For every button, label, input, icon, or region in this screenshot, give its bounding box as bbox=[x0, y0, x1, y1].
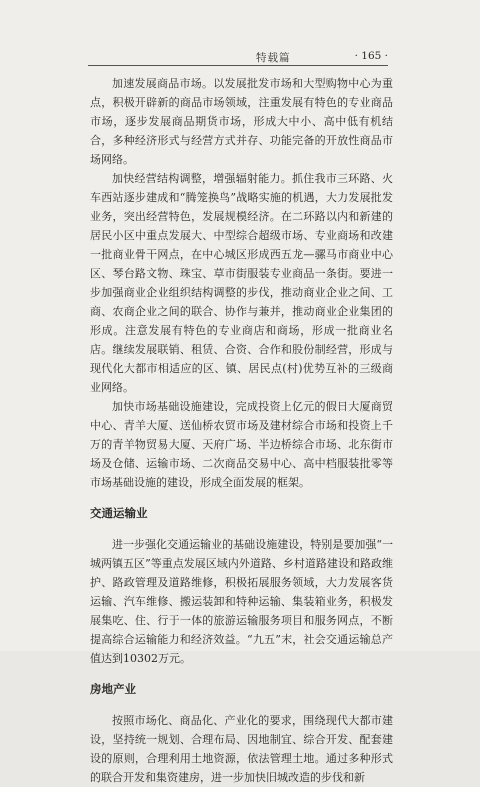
running-header bbox=[88, 50, 388, 66]
header-section-title: 特载篇 bbox=[256, 52, 291, 64]
heading-real-estate: 房地产业 bbox=[90, 682, 136, 696]
paragraph-structure-adjustment: 加快经营结构调整，增强辐射能力。抓住我市三环路、火车西站逐步建成和“腾笼换鸟”战略实施的机遇，大力发展批发业务，突出经营特色，发展规模经济。在二环路以内和新建的居民小区中重点发展大、中型综合超级市场、专业商场和改建一批商业骨干网点，在中心城区形成西五龙—骡马市商业中心区、琴台路文物、珠宝、草市街服装专业商品一条街。要进一步加强商业企业组织结构调整的步伐，推动商业企业之间、工商、农商企业之间的联合、协作与兼并，推动商业企业集团的形成。注意发展有特色的专业商店和商场，形成一批商业名店。继续发展联销、租赁、合资、合作和股份制经营，形成与现代化大都市相适应的区、镇、居民点(村)优势互补的三级商业网络。 bbox=[90, 172, 393, 394]
paragraph-commodity-market: 加速发展商品市场。以发展批发市场和大型购物中心为重点，积极开辟新的商品市场领域，注重发展有特色的专业商品市场，逐步发展商品期货市场，形成大中小、高中低有机结合，多种经济形式与经营方式并存、功能完备的开放性商品市场网络。 bbox=[90, 77, 393, 166]
paragraph-real-estate: 按照市场化、商品化、产业化的要求，围绕现代大都市建设，坚持统一规划、合理布局、因地制宜、综合开发、配套建设的原则，合理利用土地资源，依法管理土地。通过多种形式的联合开发和集资建房，进一步加快旧城改造的步伐和新 bbox=[90, 714, 393, 784]
paragraph-market-infrastructure: 加快市场基础设施建设，完成投资上亿元的假日大厦商贸中心、青羊大厦、送仙桥农贸市场及建材综合市场和投资上千万的青羊物贸易大厦、天府广场、半边桥综合市场、北东街市场及仓储、运输市场、二次商品交易中心、高中档服装批零等市场基础设施的建设，形成全面发展的框架。 bbox=[90, 400, 393, 489]
header-page-number: · 165 · bbox=[354, 50, 388, 62]
heading-transport: 交通运输业 bbox=[90, 506, 148, 520]
paragraph-transport: 进一步强化交通运输业的基础设施建设，特别是要加强“一城两镇五区”等重点发展区域内外道路、乡村道路建设和路政维护、路政管理及道路维修，积极拓展服务领域，大力发展客货运输、汽车维修、搬运装卸和特种运输、集装箱业务，积极发展集吃、住、行于一体的旅游运输服务项目和服务网点，不断提高综合运输能力和经济效益。“九五”末，社会交通运输总产值达到10302万元。 bbox=[90, 538, 393, 665]
page-body bbox=[90, 74, 393, 787]
